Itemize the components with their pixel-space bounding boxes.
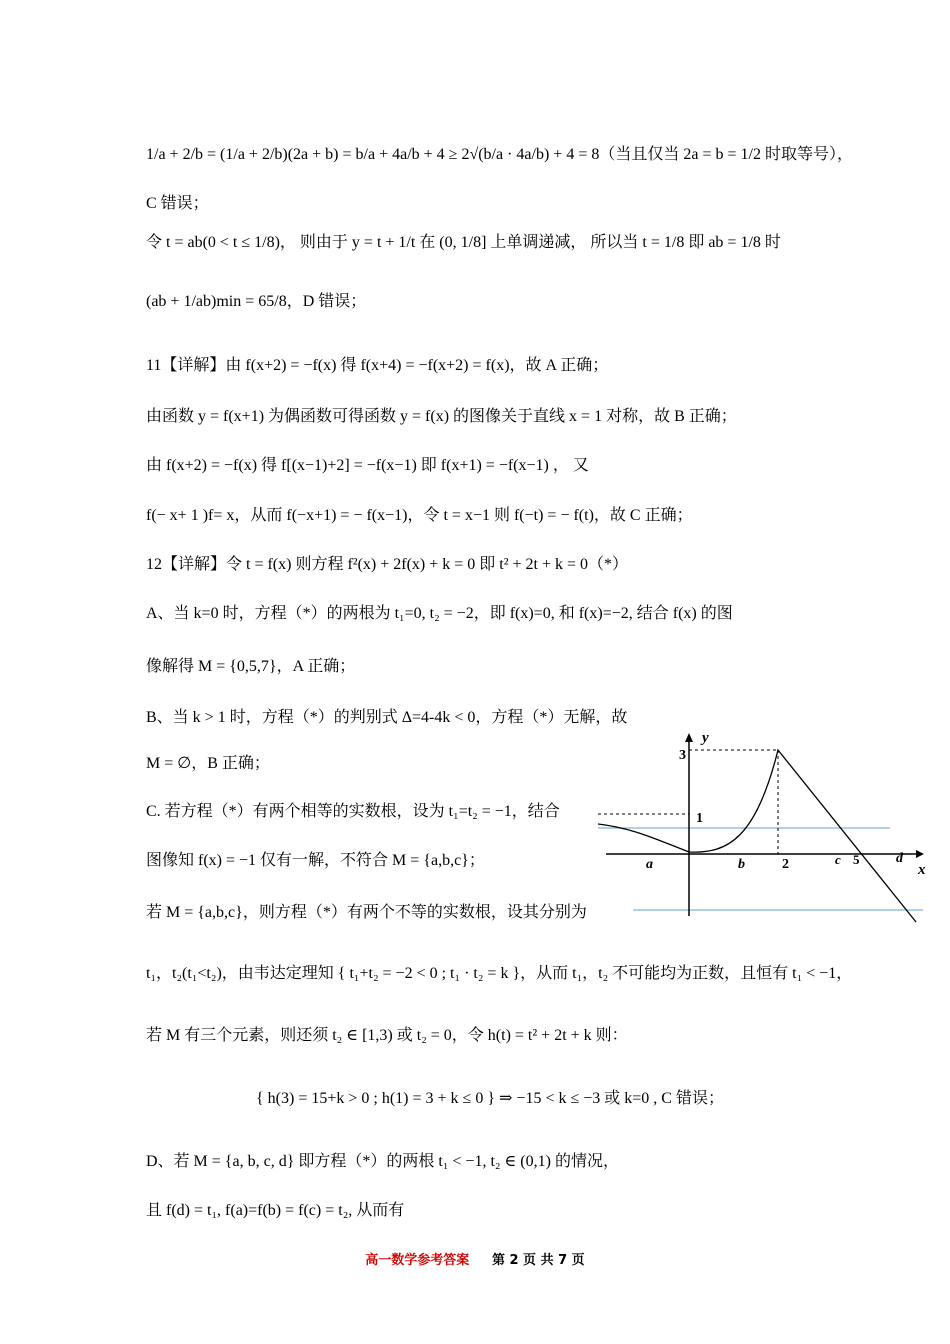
text-line-14: C. 若方程（*）有两个相等的实数根，设为 t₁=t₂ = −1，结合 (146, 803, 560, 820)
y-axis-label: y (702, 730, 709, 746)
footer-title: 高一数学参考答案 (365, 1253, 470, 1268)
text-line-4: (ab + 1/ab)min = 65/8，D 错误； (146, 293, 367, 310)
text-line-16: 若 M = {a,b,c}，则方程（*）有两个不等的实数根，设其分别为 (146, 904, 587, 921)
function-graph (598, 728, 928, 928)
text-line-18: 若 M 有三个元素，则还须 t₂ ∈ [1,3) 或 t₂ = 0，令 h(t) = t² + 2t + k 则： (146, 1027, 628, 1044)
tick-b: b (738, 857, 745, 872)
text-line-21: 且 f(d) = t₁, f(a)=f(b) = f(c) = t₂, 从而有 (146, 1202, 405, 1219)
text-line-10: A、当 k=0 时，方程（*）的两根为 t₁=0, t₂ = −2，即 f(x)=0, 和 f(x)=−2, 结合 f(x) 的图 (146, 605, 733, 622)
tick-1: 1 (696, 811, 703, 826)
text-line-12: B、当 k > 1 时，方程（*）的判别式 Δ=4-4k < 0，方程（*）无解，故 (146, 709, 628, 726)
tick-a: a (646, 857, 653, 872)
tick-5: 5 (853, 852, 860, 867)
text-line-11: 像解得 M = {0,5,7}，A 正确； (146, 658, 356, 675)
text-line-3: 令 t = ab(0 < t ≤ 1/8)， 则由于 y = t + 1/t 在 (0, 1/8] 上单调递减， 所以当 t = 1/8 即 ab = 1/8 时 (146, 234, 781, 251)
tick-c: c (835, 852, 841, 867)
x-axis-arrow (916, 850, 924, 858)
text-line-7: 由 f(x+2) = −f(x) 得 f[(x−1)+2] = −f(x−1) 即 f(x+1) = −f(x−1) ， 又 (146, 457, 589, 474)
text-line-20: D、若 M = {a, b, c, d} 即方程（*）的两根 t₁ < −1, t₂ ∈ (0,1) 的情况， (146, 1153, 619, 1170)
text-line-9: 12【详解】令 t = f(x) 则方程 f²(x) + 2f(x) + k = 0 即 t² + 2t + k = 0（*） (146, 556, 629, 573)
text-line-8: f(− x+ 1 )f= x，从而 f(−x+1) = − f(x−1)，令 t = x−1 则 f(−t) = − f(t)，故 C 正确； (146, 507, 693, 524)
function-curve (598, 750, 916, 922)
text-line-19: { h(3) = 15+k > 0 ; h(1) = 3 + k ≤ 0 } ⇒ −15 < k ≤ −3 或 k=0 , C 错误； (256, 1090, 724, 1107)
page-footer (0, 1249, 950, 1268)
text-line-17: t₁，t₂(t₁<t₂)，由韦达定理知 { t₁+t₂ = −2 < 0 ; t₁ · t₂ = k }，从而 t₁，t₂ 不可能均为正数，且恒有 t₁ < −1， (146, 965, 853, 982)
x-axis-label: x (918, 862, 926, 878)
text-line-6: 由函数 y = f(x+1) 为偶函数可得函数 y = f(x) 的图像关于直线 x = 1 对称，故 B 正确； (146, 408, 737, 425)
text-line-2: C 错误； (146, 195, 209, 212)
footer-page-number: 第 2 页 共 7 页 (491, 1253, 585, 1268)
tick-3: 3 (679, 748, 686, 763)
y-axis-arrow (685, 733, 693, 742)
text-line-5: 11【详解】由 f(x+2) = −f(x) 得 f(x+4) = −f(x+2) = f(x)，故 A 正确； (146, 357, 609, 374)
tick-2: 2 (782, 857, 789, 872)
text-line-13: M = ∅，B 正确； (146, 755, 270, 772)
tick-d: d (896, 851, 903, 866)
text-line-15: 图像知 f(x) = −1 仅有一解，不符合 M = {a,b,c}； (146, 852, 485, 869)
text-line-1: 1/a + 2/b = (1/a + 2/b)(2a + b) = b/a + 4a/b + 4 ≥ 2√(b/a · 4a/b) + 4 = 8（当且仅当 2a = b = 1/2 时取等号）， (146, 146, 853, 163)
